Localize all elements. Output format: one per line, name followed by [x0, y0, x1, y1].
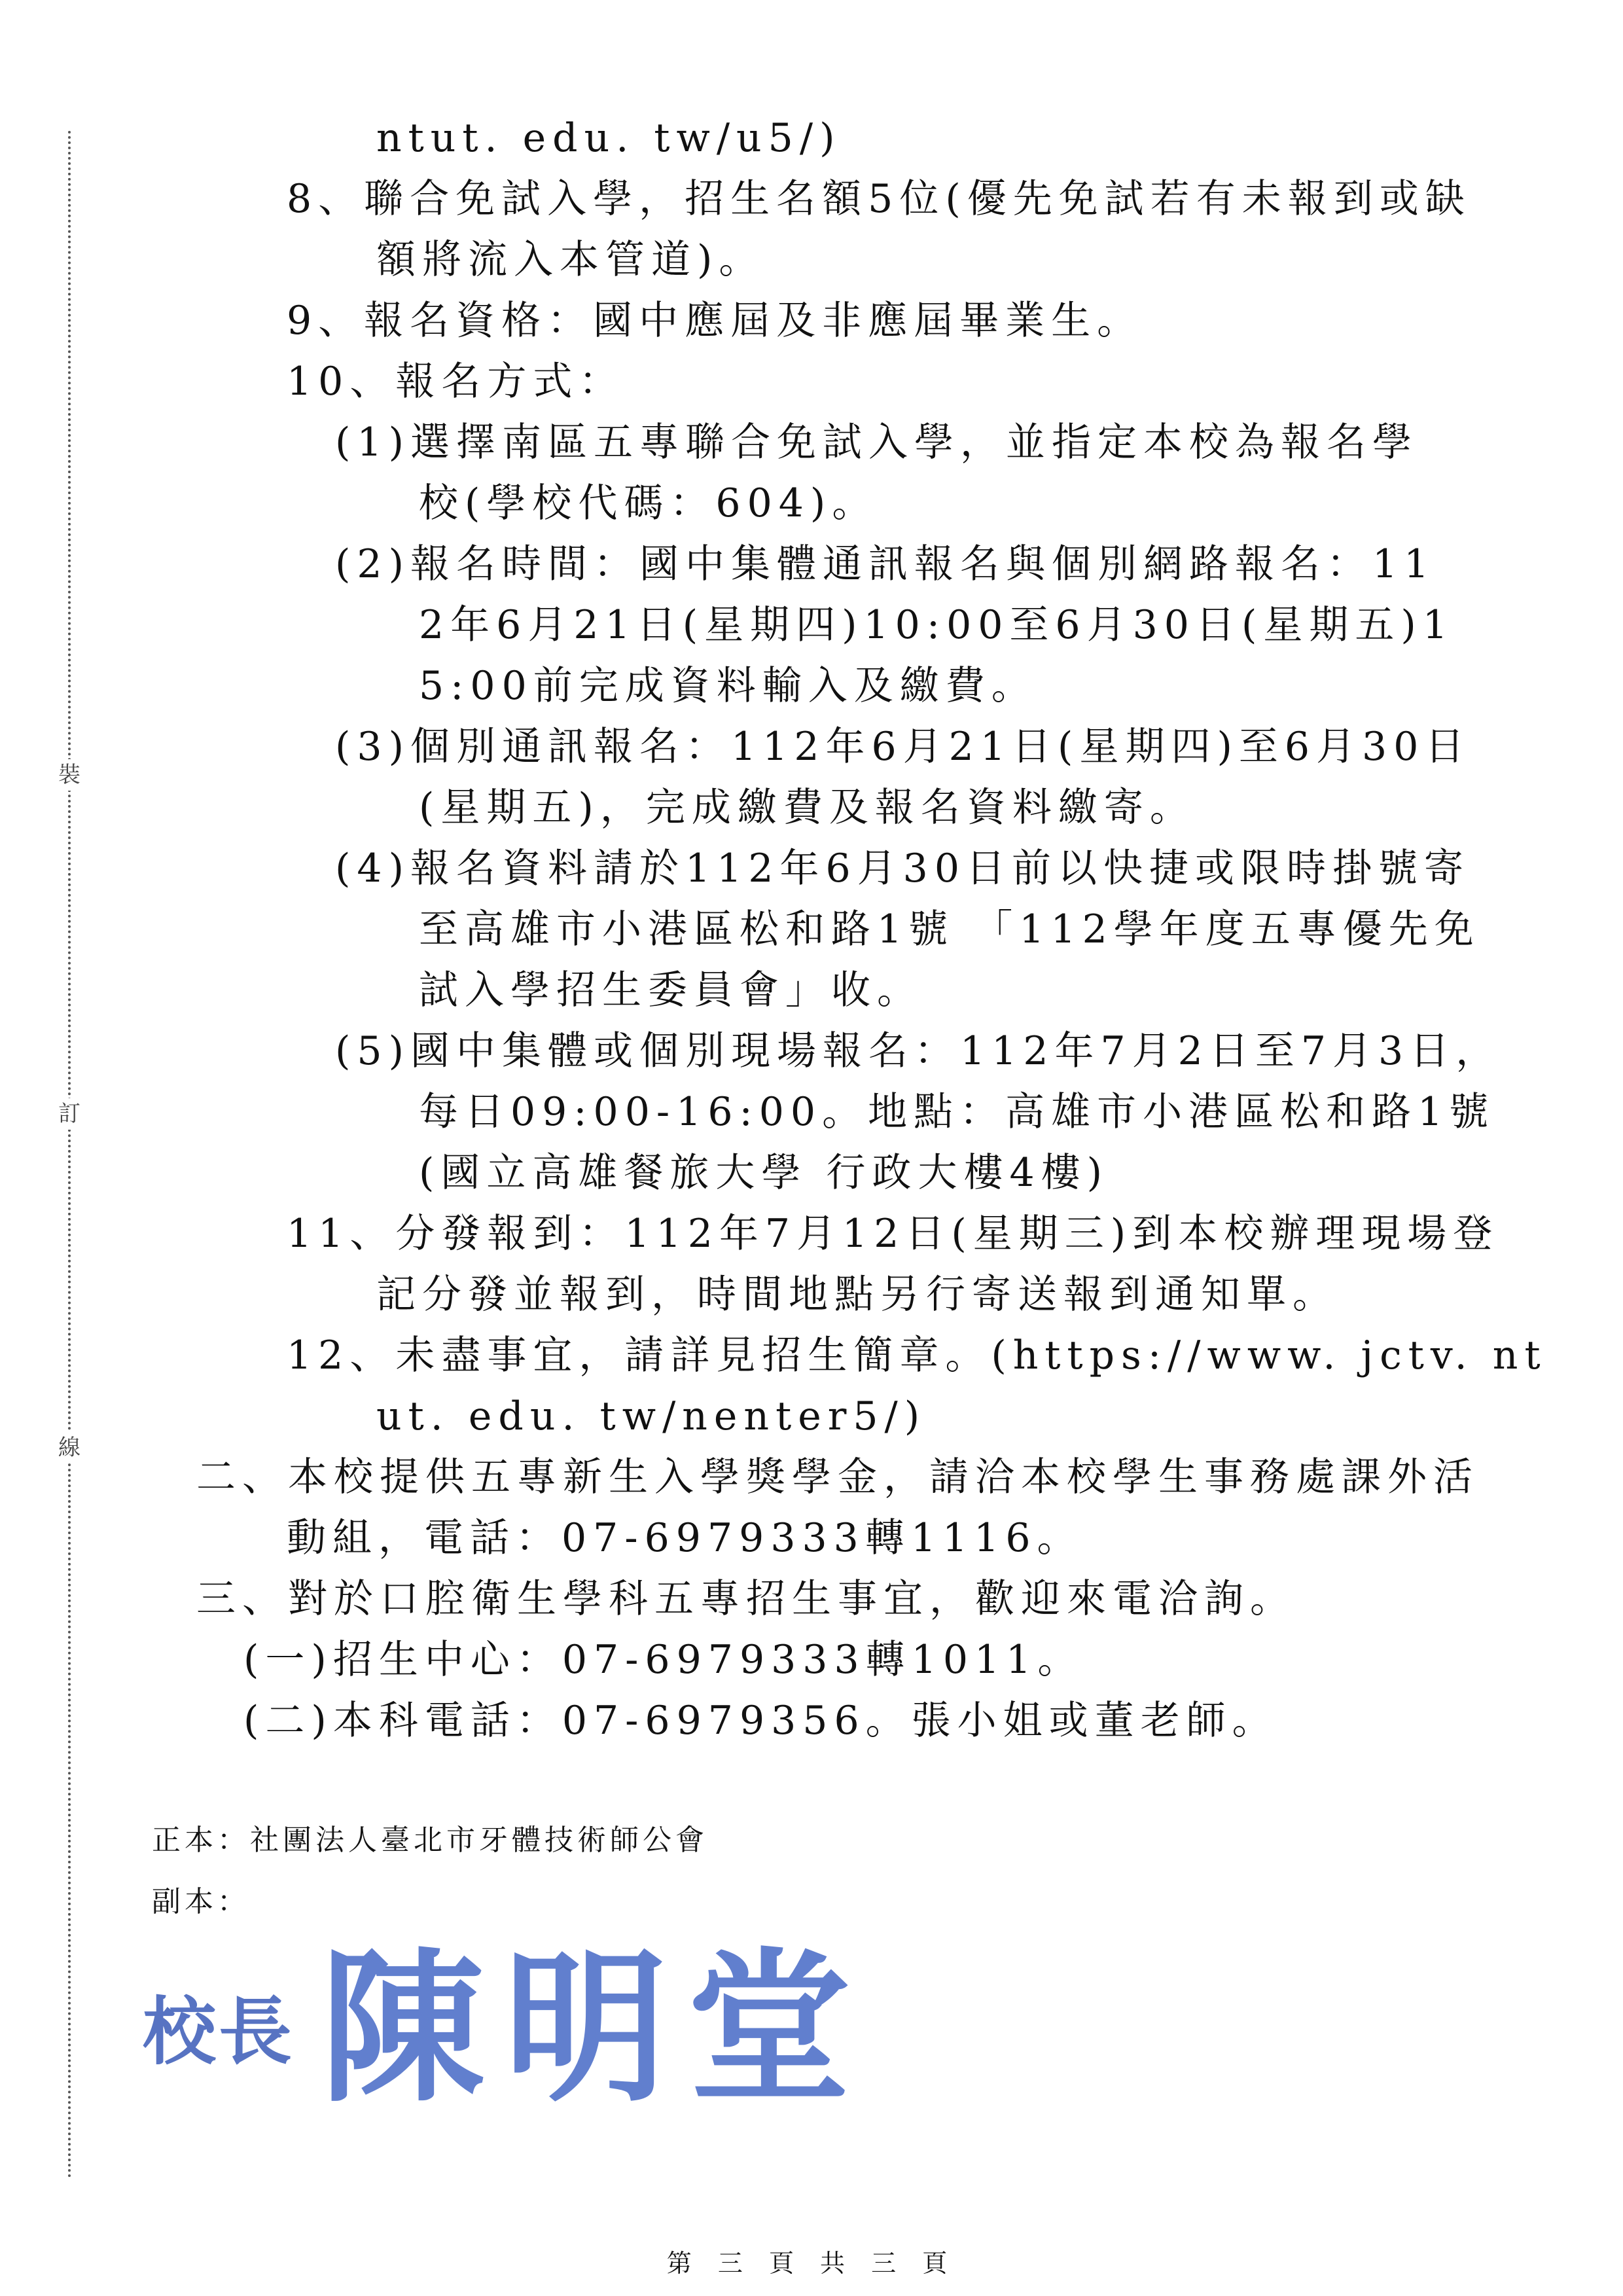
body-line-item-8: 8、聯合免試入學，招生名額5位(優先免試若有未報到或缺: [287, 176, 1471, 222]
distribution-original: 正本：社團法人臺北市牙體技術師公會: [152, 1823, 708, 1857]
body-line-section-2-cont: 動組，電話：07-6979333轉1116。: [287, 1515, 1083, 1561]
body-line-10-1: (1)選擇南區五專聯合免試入學，並指定本校為報名學: [335, 420, 1418, 465]
body-line-item-12-cont: ut. edu. tw/nenter5/): [376, 1393, 927, 1439]
body-line-10-5-cont-b: (國立高雄餐旅大學 行政大樓4樓): [419, 1150, 1109, 1196]
body-line-10-4: (4)報名資料請於112年6月30日前以快捷或限時掛號寄: [335, 846, 1471, 891]
body-line-section-3-1: (一)招生中心：07-6979333轉1011。: [243, 1637, 1084, 1683]
body-line-section-3: 三、對於口腔衛生學科五專招生事宜，歡迎來電洽詢。: [196, 1576, 1296, 1622]
body-line-item-11: 11、分發報到：112年7月12日(星期三)到本校辦理現場登: [287, 1211, 1499, 1257]
body-line-10-3: (3)個別通訊報名：112年6月21日(星期四)至6月30日: [335, 724, 1471, 770]
distribution-copy: 副本：: [152, 1885, 250, 1918]
body-line-section-3-2: (二)本科電話：07-6979356。張小姐或董老師。: [243, 1698, 1278, 1744]
body-line-item-10: 10、報名方式：: [287, 359, 625, 404]
body-line-10-3-cont: (星期五)，完成繳費及報名資料繳寄。: [419, 785, 1196, 831]
binding-mark-xian: 線: [55, 1432, 84, 1463]
body-line-item-12: 12、未盡事宜，請詳見招生簡章。(https://www. jctv. nt: [287, 1333, 1547, 1378]
body-line-url-cont: ntut. edu. tw/u5/): [376, 115, 842, 161]
body-line-item-9: 9、報名資格：國中應屆及非應屆畢業生。: [287, 298, 1143, 344]
binding-dotted-line: [68, 131, 71, 2179]
body-line-item-11-cont: 記分發並報到，時間地點另行寄送報到通知單。: [376, 1272, 1338, 1318]
page-number-footer: 第 三 頁 共 三 頁: [666, 2249, 957, 2278]
principal-name-stamp: 陳明堂: [321, 1933, 870, 2124]
body-line-10-2-cont-b: 5:00前完成資料輸入及繳費。: [419, 663, 1037, 709]
binding-mark-zhuang: 裝: [55, 759, 84, 791]
binding-mark-ding: 訂: [55, 1098, 84, 1130]
body-line-10-1-cont: 校(學校代碼：604)。: [419, 480, 878, 526]
principal-title-stamp: 校長: [143, 1990, 294, 2075]
body-line-10-4-cont-b: 試入學招生委員會」收。: [419, 967, 923, 1013]
body-line-10-2-cont-a: 2年6月21日(星期四)10:00至6月30日(星期五)1: [419, 602, 1454, 648]
body-line-10-2: (2)報名時間：國中集體通訊報名與個別網路報名：11: [335, 541, 1436, 587]
body-line-10-5: (5)國中集體或個別現場報名：112年7月2日至7月3日，: [335, 1028, 1502, 1074]
body-line-10-4-cont-a: 至高雄市小港區松和路1號 「112學年度五專優先免: [419, 906, 1480, 952]
body-line-section-2: 二、本校提供五專新生入學獎學金，請洽本校學生事務處課外活: [196, 1454, 1479, 1500]
body-line-item-8-cont: 額將流入本管道)。: [376, 237, 765, 283]
body-line-10-5-cont-a: 每日09:00-16:00。地點：高雄市小港區松和路1號: [419, 1089, 1495, 1135]
